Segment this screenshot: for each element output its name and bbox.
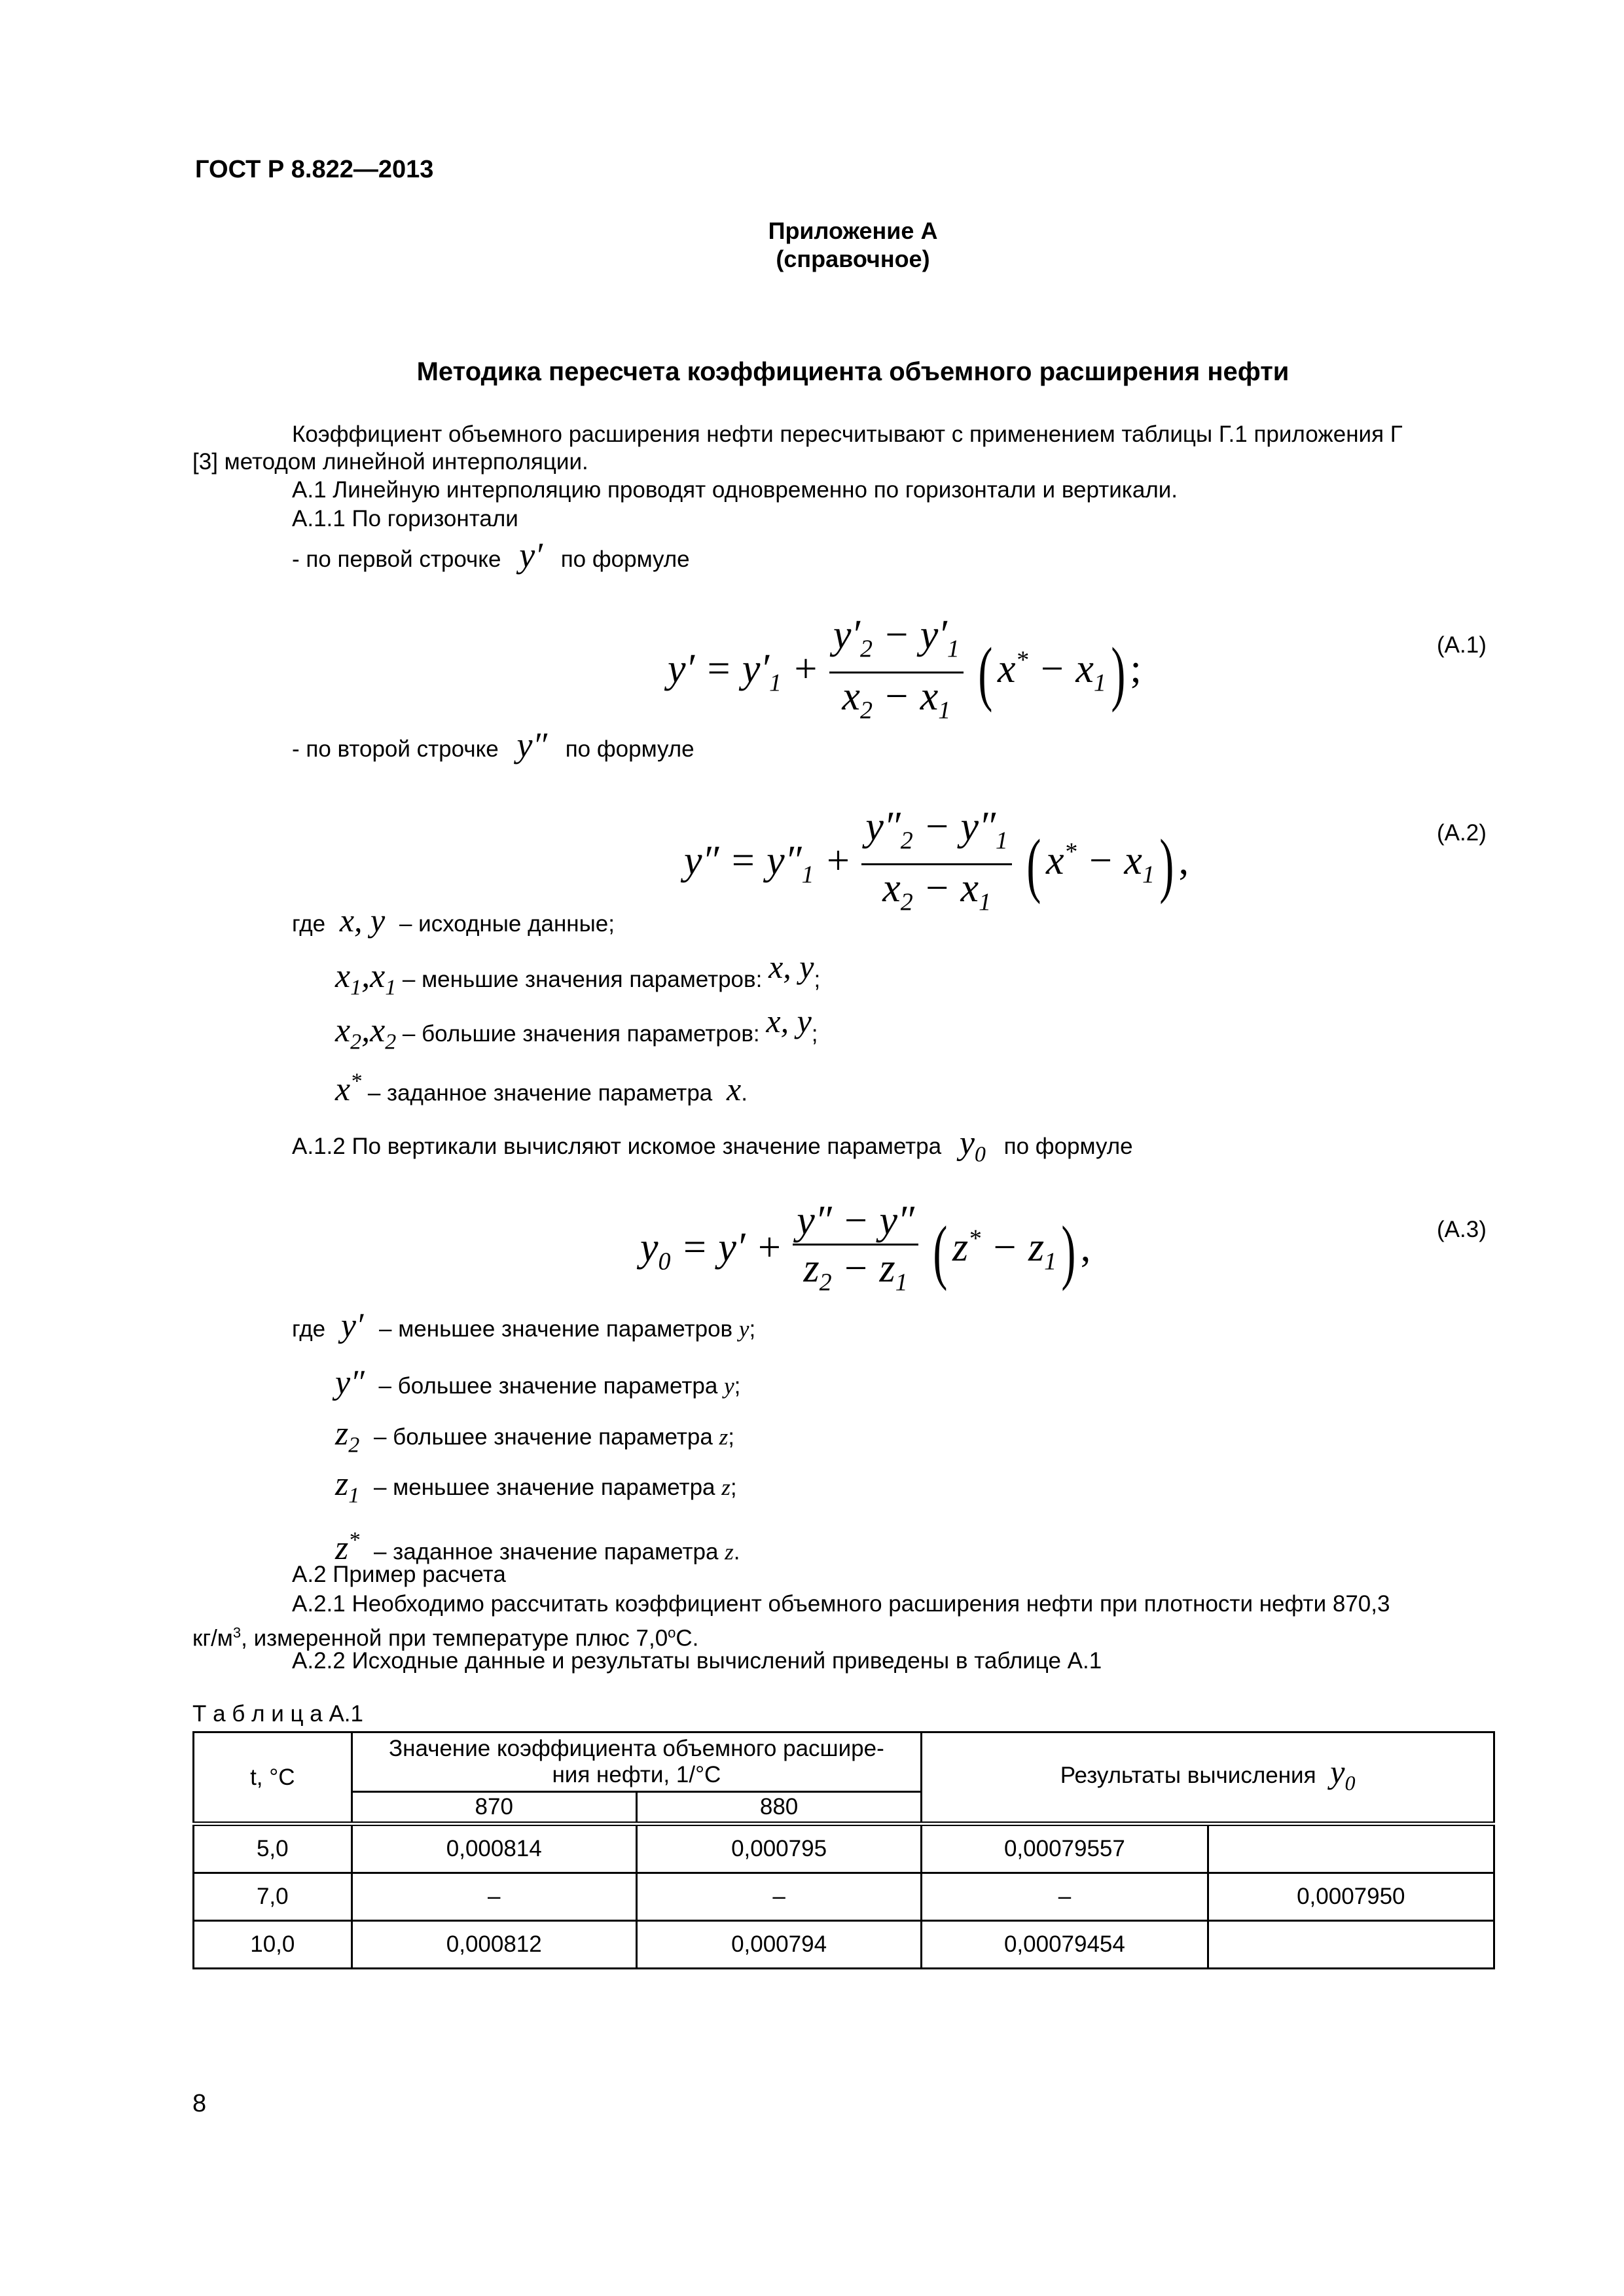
table-row: 10,0 0,000812 0,000794 0,00079454 — [194, 1921, 1494, 1969]
first-row-line — [292, 535, 690, 575]
equation-a2: $y'' = y''_1$ + $\frac{y''_2 - y''_1}{x_2 - x_1}$ ( $x^* - x_1$) , — [684, 804, 1189, 925]
a22-paragraph: А.2.2 Исходные данные и результаты вычислений приведены в таблице А.1 — [292, 1648, 1102, 1674]
header-coef: Значение коэффициента объемного расшире- ния нефти, 1/°С — [352, 1732, 922, 1792]
z2-definition: $z_2$ – большее значение параметра z; — [335, 1415, 734, 1458]
intro-line1: Коэффициент объемного расширения нефти пересчитывают с применением таблицы Г.1 приложения Г — [292, 422, 1403, 447]
results-table — [192, 1731, 1495, 1969]
appendix-title: Приложение А — [768, 217, 938, 244]
equation-a1: $y' = y'_1$ + $\frac{y'_2 - y'_1}{x_2 - x_1}$ ( $x^* - x_1$) ; — [668, 612, 1142, 734]
x2-definition: $x_2,x_2$ – большие значения параметров: x, y; — [335, 1003, 818, 1054]
table-row: 7,0 – – – 0,0007950 — [194, 1873, 1494, 1921]
by-formula-1: по формуле — [560, 547, 690, 572]
y-prime-symbol: y′ — [519, 535, 543, 575]
first-row-pre: - по первой строчке — [292, 547, 501, 572]
a21-line2: $кг/м^3$, измеренной при температуре плюс 7,0$^o$С. — [192, 1624, 699, 1651]
appendix-type: (справочное) — [776, 245, 930, 272]
section-title: Методика пересчета коэффициента объемного расширения нефти — [416, 357, 1290, 386]
a12-line: А.1.2 По вертикали вычисляют искомое значение параметра $y_0$ по формуле — [292, 1124, 1133, 1167]
z1-definition: $z_1$ – меньшее значение параметра z; — [335, 1465, 737, 1508]
x1-definition: $x_1,x_1$ – меньшие значения параметров: x, y; — [335, 948, 821, 1000]
fraction-a3: $\frac{y'' - y''}{z_2 - z_1}$ — [793, 1198, 918, 1305]
table-row: 5,0 0,000814 0,000795 0,00079557 — [194, 1824, 1494, 1873]
a2-heading: А.2 Пример расчета — [292, 1562, 506, 1587]
xstar-definition: x* – заданное значение параметра x. — [335, 1069, 748, 1109]
intro-line2: [3] методом линейной интерполяции. — [192, 449, 588, 475]
table-caption: Т а б л и ц а А.1 — [192, 1701, 363, 1727]
standard-header: ГОСТ Р 8.822—2013 — [195, 156, 434, 183]
equation-a3-label: (А.3) — [1437, 1217, 1487, 1242]
header-results: Результаты вычисления $y_0$ — [922, 1732, 1494, 1824]
where-xy-line: где x, y – исходные данные; — [292, 902, 615, 939]
ydprime-definition: y″ – большее значение параметра y; — [335, 1364, 741, 1401]
a21-line1: А.2.1 Необходимо рассчитать коэффициент объемного расширения нефти при плотности нефти 870,3 — [292, 1591, 1390, 1617]
where-label-1: где — [292, 911, 326, 937]
header-880: 880 — [636, 1792, 921, 1824]
zstar-definition: z* – заданное значение параметра z. — [335, 1528, 740, 1568]
equation-a1-label: (А.1) — [1437, 632, 1487, 658]
y-dprime-symbol: y″ — [516, 725, 547, 764]
second-row-pre: - по второй строчке — [292, 736, 499, 762]
second-row-line — [292, 725, 695, 764]
page-number: 8 — [192, 2090, 207, 2117]
where-yprime-line: где y′ – меньшее значение параметров y; — [292, 1307, 756, 1344]
equation-a3: $y_0 = y'$ + $\frac{y'' - y''}{z_2 - z_1}$ ( $z^* - z_1$) , — [640, 1198, 1091, 1305]
equation-a2-label: (А.2) — [1437, 820, 1487, 846]
header-870: 870 — [352, 1792, 636, 1824]
by-formula-2: по формуле — [565, 736, 695, 762]
fraction-a2: $\frac{y''_2 - y''_1}{x_2 - x_1}$ — [861, 804, 1012, 925]
a11-heading: А.1.1 По горизонтали — [292, 506, 518, 531]
fraction-a1: $\frac{y'_2 - y'_1}{x_2 - x_1}$ — [829, 612, 964, 734]
header-t: t, °С — [194, 1732, 352, 1824]
a1-paragraph: А.1 Линейную интерполяцию проводят одновременно по горизонтали и вертикали. — [292, 477, 1178, 503]
